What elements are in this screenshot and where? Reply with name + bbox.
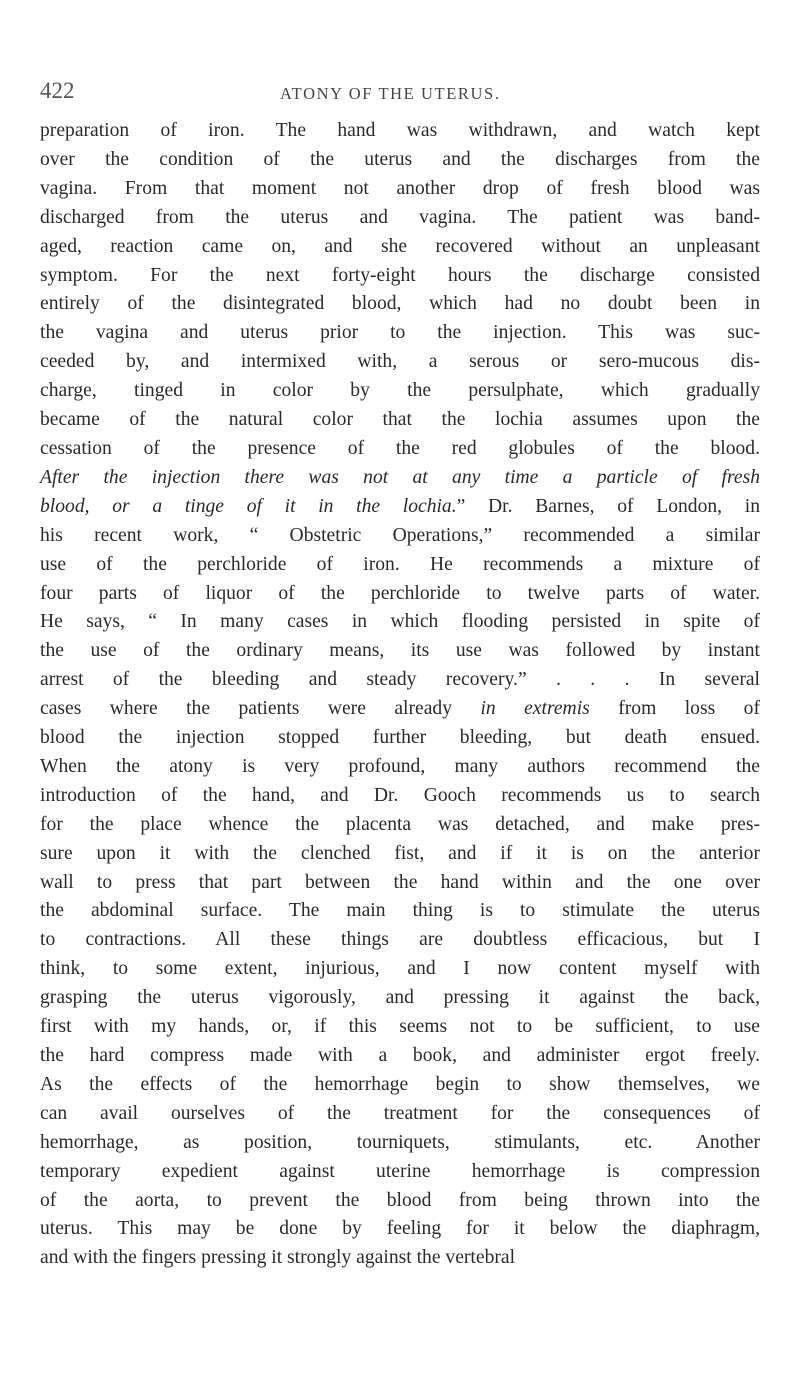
text-line: the abdominal surface. The main thing is to stimulate the uterus [40,900,760,922]
running-head [40,78,760,108]
text-line: charge, tinged in color by the persulphate, which gradually [40,380,760,402]
text-line: As the effects of the hemorrhage begin to show themselves, we [40,1073,760,1095]
text-line: grasping the uterus vigorously, and pressing it against the back, [40,987,760,1009]
header-title: ATONY OF THE UTERUS. [280,84,501,103]
text-line [40,493,760,522]
text-line: his recent work, “ Obstetric Operations,” recommended a similar [40,524,760,546]
text-line: think, to some extent, injurious, and I now content myself with [40,958,760,980]
text-line: cessation of the presence of the red globules of the blood. [40,437,760,459]
text-line: of the aorta, to prevent the blood from being thrown into the [40,1189,760,1211]
page-number: 422 [40,78,75,103]
text-line [40,695,760,724]
text-line: hemorrhage, as position, tourniquets, stimulants, etc. Another [40,1131,760,1153]
text-line: for the place whence the placenta was detached, and make pres- [40,813,760,835]
text-line: discharged from the uterus and vagina. The patient was band- [40,206,760,228]
text-fragment: from loss of [589,698,760,720]
text-line: the vagina and uterus prior to the injection. This was suc- [40,322,760,344]
text-line: uterus. This may be done by feeling for it below the diaphragm, [40,1218,760,1240]
text-line: use of the perchloride of iron. He recommends a mixture of [40,553,760,575]
italic-emphasis: After the injection there was not at any time a particle of fresh [40,466,760,488]
text-line: sure upon it with the clenched fist, and if it is on the anterior [40,842,760,864]
text-line: wall to press that part between the hand within and the one over [40,871,760,893]
text-fragment: cases where the patients were already [40,698,481,720]
italic-emphasis: in extremis [480,698,590,720]
body-text [40,117,760,1273]
text-line: preparation of iron. The hand was withdrawn, and watch kept [40,120,760,141]
text-line: symptom. For the next forty-eight hours the discharge consisted [40,264,760,286]
text-line: ceeded by, and intermixed with, a serous or sero-mucous dis- [40,351,760,373]
text-line: four parts of liquor of the perchloride to twelve parts of water. [40,582,760,604]
text-line [40,464,760,493]
text-line: When the atony is very profound, many authors recommend the [40,755,760,777]
italic-emphasis: blood, or a tinge of it in the lochia. [40,495,457,517]
text-line: and with the fingers pressing it strongly against the vertebral [40,1247,516,1269]
text-line: over the condition of the uterus and the discharges from the [40,148,760,170]
text-line: aged, reaction came on, and she recovered without an unpleasant [40,235,760,257]
text-line: can avail ourselves of the treatment for the consequences of [40,1102,760,1124]
text-line: temporary expedient against uterine hemorrhage is compression [40,1160,760,1182]
text-line: introduction of the hand, and Dr. Gooch recommends us to search [40,784,760,806]
text-line: vagina. From that moment not another drop of fresh blood was [40,177,760,199]
text-line: became of the natural color that the lochia assumes upon the [40,409,760,431]
text-fragment: ” Dr. Barnes, of London, in [456,495,761,517]
text-line: to contractions. All these things are doubtless efficacious, but I [40,929,760,951]
text-line: the hard compress made with a book, and administer ergot freely. [40,1045,760,1066]
text-line: entirely of the disintegrated blood, which had no doubt been in [40,293,760,315]
text-line: first with my hands, or, if this seems not to be sufficient, to use [40,1016,760,1038]
text-line: the use of the ordinary means, its use was followed by instant [40,640,760,662]
text-line: blood the injection stopped further bleeding, but death ensued. [40,727,760,749]
text-line: He says, “ In many cases in which flooding persisted in spite of [40,611,760,633]
text-line: arrest of the bleeding and steady recovery.” . . . In several [40,669,760,691]
